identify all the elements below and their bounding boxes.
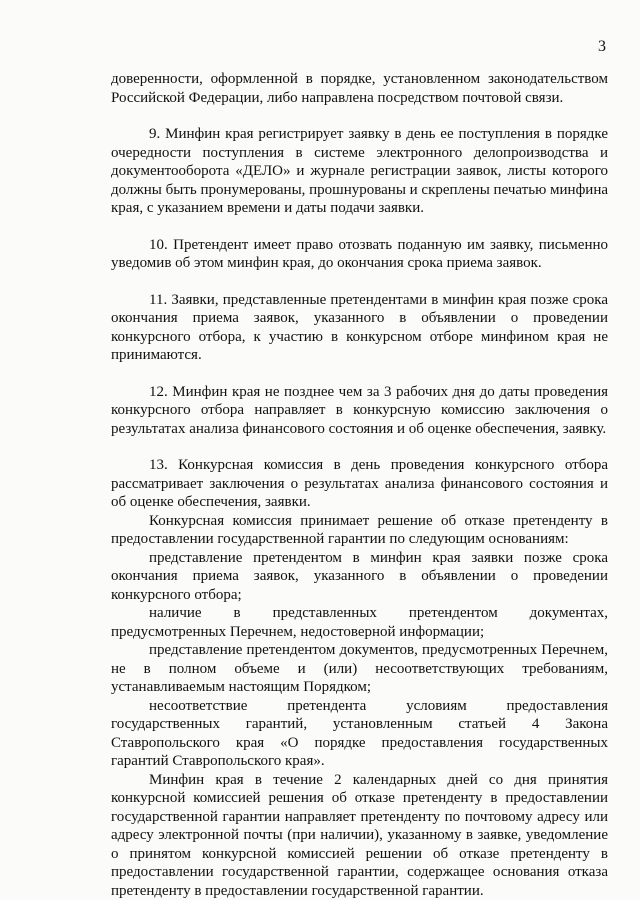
- document-body: [111, 70, 608, 900]
- paragraph-item-12: 12. Минфин края не позднее чем за 3 рабочих дня до даты проведения конкурсного отбора направляет в конкурсную комиссию заключения о результатах анализа финансового состояния и об оценке обеспечения, заявку.: [111, 383, 608, 437]
- paragraph-item-9: 9. Минфин края регистрирует заявку в день ее поступления в порядке очередности поступления в системе электронного делопроизводства и документооборота «ДЕЛО» и журнале регистрации заявок, листы которого должны быть пронумерованы, прошнурованы и скреплены печатью минфина края, с указанием времени и даты подачи заявки.: [111, 126, 609, 216]
- paragraph-item-11: 11. Заявки, представленные претендентами в минфин края позже срока окончания приема заявок, указанного в объявлении о проведении конкурсного отбора, к участию в конкурсном отборе минфином края не принимаются.: [111, 291, 608, 363]
- refusal-ground-late-application: представление претендентом в минфин края заявки позже срока окончания приема заявок, указанного в объявлении о проведении конкурсного отбора;: [111, 549, 608, 603]
- paragraph-item-10: 10. Претендент имеет право отозвать поданную им заявку, письменно уведомив об этом минфин края, до окончания срока приема заявок.: [111, 236, 608, 271]
- paragraph-continuation: доверенности, оформленной в порядке, установленном законодательством Российской Федерации, либо направлена посредством почтовой связи.: [111, 71, 608, 106]
- paragraph-item-13: 13. Конкурсная комиссия в день проведения конкурсного отбора рассматривает заключения о результатах анализа финансового состояния и об оценке обеспечения, заявки.: [111, 457, 608, 510]
- refusal-ground-nonconformity: несоответствие претендента условиям предоставления государственных гарантий, установленным статьей 4 Закона Ставропольского края «О порядке предоставления государственных гарантий Ставропольского края».: [111, 697, 608, 769]
- paragraph-refusal-intro: Конкурсная комиссия принимает решение об отказе претенденту в предоставлении государственной гарантии по следующим основаниям:: [111, 512, 608, 547]
- paragraph-notification: Минфин края в течение 2 календарных дней со дня принятия конкурсной комиссией решения об отказе претенденту в предоставлении государственной гарантии направляет претенденту по почтовому адресу или адресу электронной почты (при наличии), указанному в заявке, уведомление о принятом конкурсной комиссией решении об отказе претенденту в предоставлении государственной гарантии, содержащее основания отказа претенденту в предоставлении государственной гарантии.: [111, 771, 608, 899]
- refusal-ground-incomplete-documents: представление претендентом документов, предусмотренных Перечнем, не в полном объеме и (или) несоответствующих требованиям, устанавливаемым настоящим Порядком;: [111, 642, 608, 695]
- page-number: 3: [598, 38, 606, 55]
- refusal-ground-false-information: наличие в представленных претендентом документах, предусмотренных Перечнем, недостоверной информации;: [111, 605, 608, 640]
